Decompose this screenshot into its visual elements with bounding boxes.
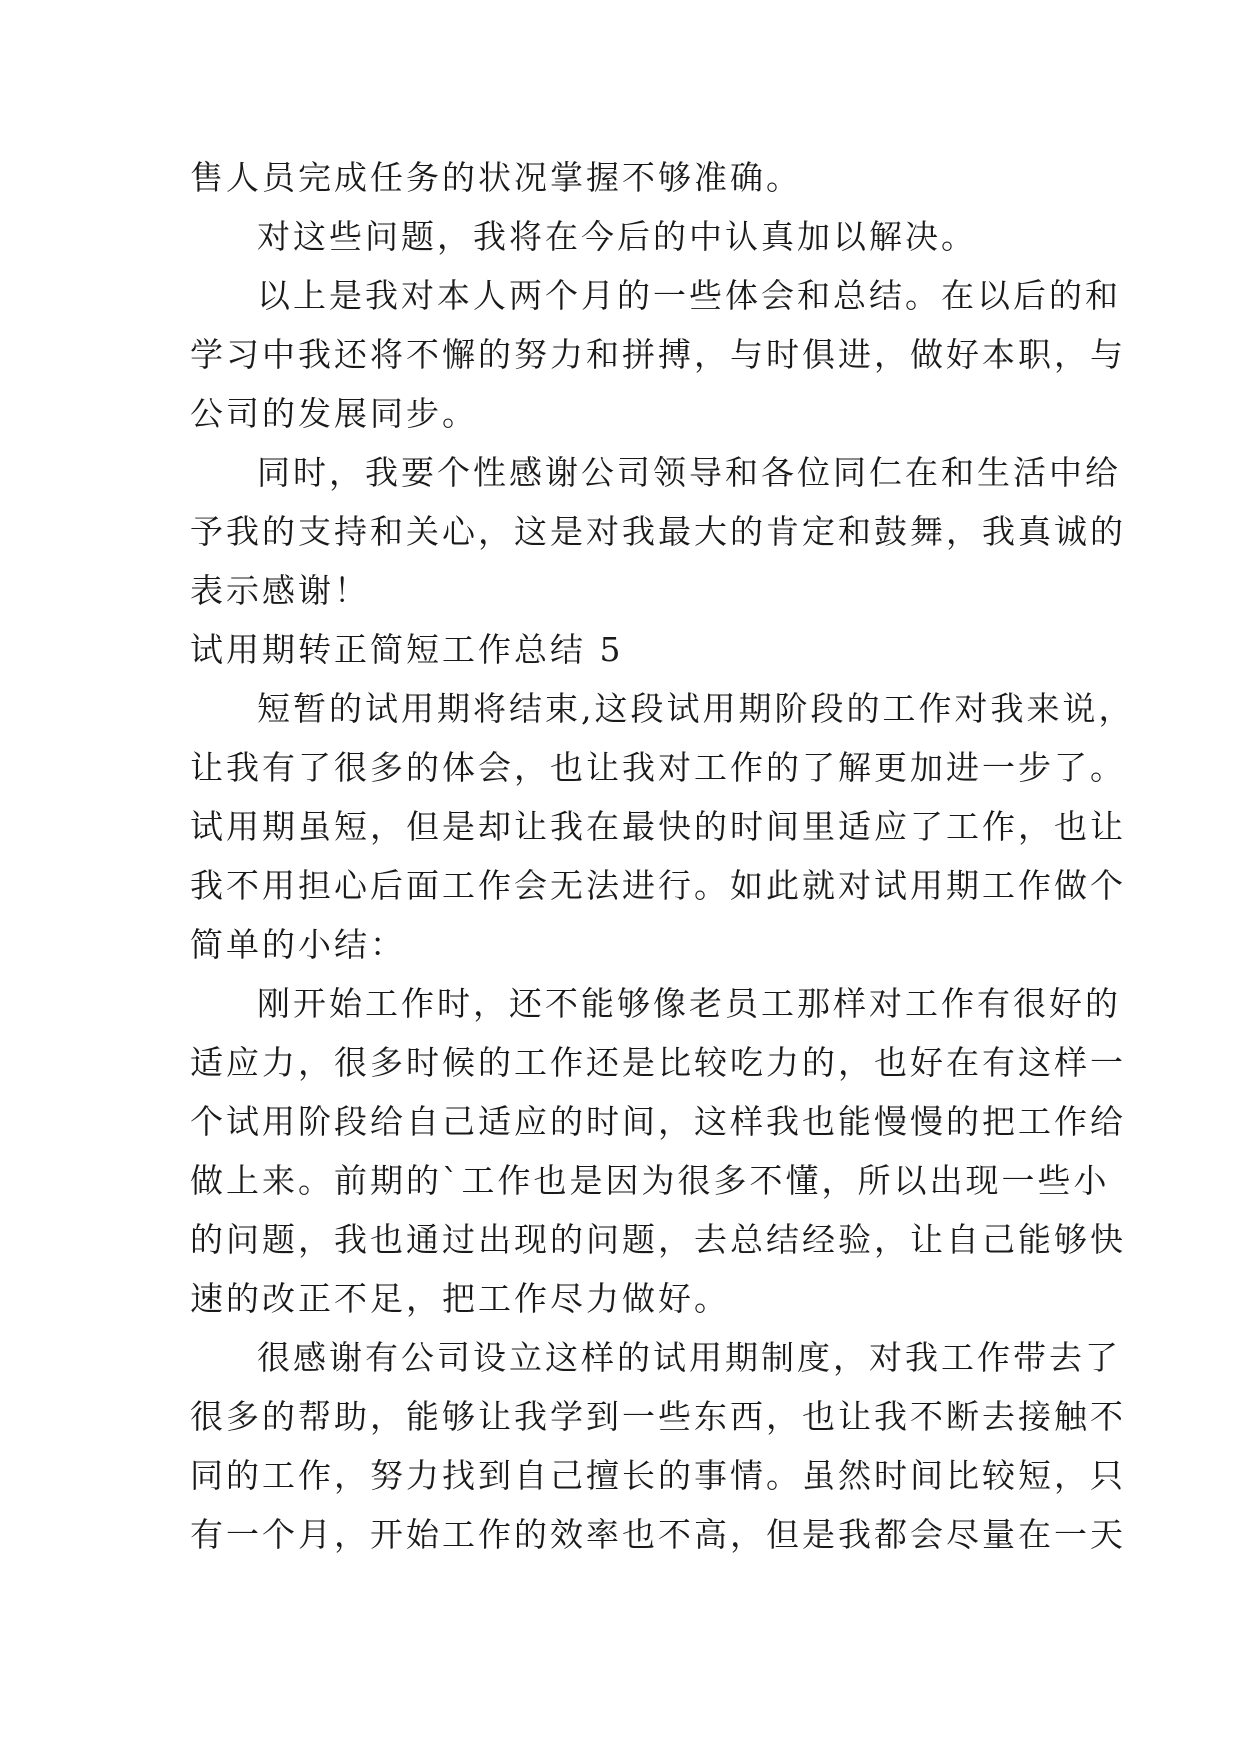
text-line: 对这些问题，我将在今后的中认真加以解决。 [257,217,977,256]
text-line: 刚开始工作时，还不能够像老员工那样对工作有很好的 [257,984,1121,1023]
text-line: 让我有了很多的体会，也让我对工作的了解更加进一步了。 [190,748,1126,787]
text-line: 同时，我要个性感谢公司领导和各位同仁在和生活中给 [257,453,1121,492]
section-heading: 试用期转正简短工作总结 5 [190,630,624,669]
text-line: 学习中我还将不懈的努力和拼搏，与时俱进，做好本职，与 [190,335,1126,374]
text-line: 短暂的试用期将结束,这段试用期阶段的工作对我来说， [257,689,1135,728]
text-line: 公司的发展同步。 [190,394,478,433]
text-line: 有一个月，开始工作的效率也不高，但是我都会尽量在一天 [190,1515,1126,1554]
text-line: 很感谢有公司设立这样的试用期制度，对我工作带去了 [257,1338,1121,1377]
text-line: 试用期虽短，但是却让我在最快的时间里适应了工作，也让 [190,807,1126,846]
text-line: 速的改正不足，把工作尽力做好。 [190,1279,730,1318]
text-line: 予我的支持和关心，这是对我最大的肯定和鼓舞，我真诚的 [190,512,1126,551]
text-line: 很多的帮助，能够让我学到一些东西，也让我不断去接触不 [190,1397,1126,1436]
text-line: 做上来。前期的`工作也是因为很多不懂，所以出现一些小 [190,1161,1110,1200]
text-line: 个试用阶段给自己适应的时间，这样我也能慢慢的把工作给 [190,1102,1126,1141]
text-line: 我不用担心后面工作会无法进行。如此就对试用期工作做个 [190,866,1126,905]
document-body [190,148,1135,1564]
text-line: 表示感谢！ [190,571,370,610]
text-line: 售人员完成任务的状况掌握不够准确。 [190,158,802,197]
text-line: 的问题，我也通过出现的问题，去总结经验，让自己能够快 [190,1220,1126,1259]
text-line: 以上是我对本人两个月的一些体会和总结。在以后的和 [257,276,1121,315]
text-line: 适应力，很多时候的工作还是比较吃力的，也好在有这样一 [190,1043,1126,1082]
text-line: 同的工作，努力找到自己擅长的事情。虽然时间比较短，只 [190,1456,1126,1495]
text-line: 简单的小结： [190,925,406,964]
